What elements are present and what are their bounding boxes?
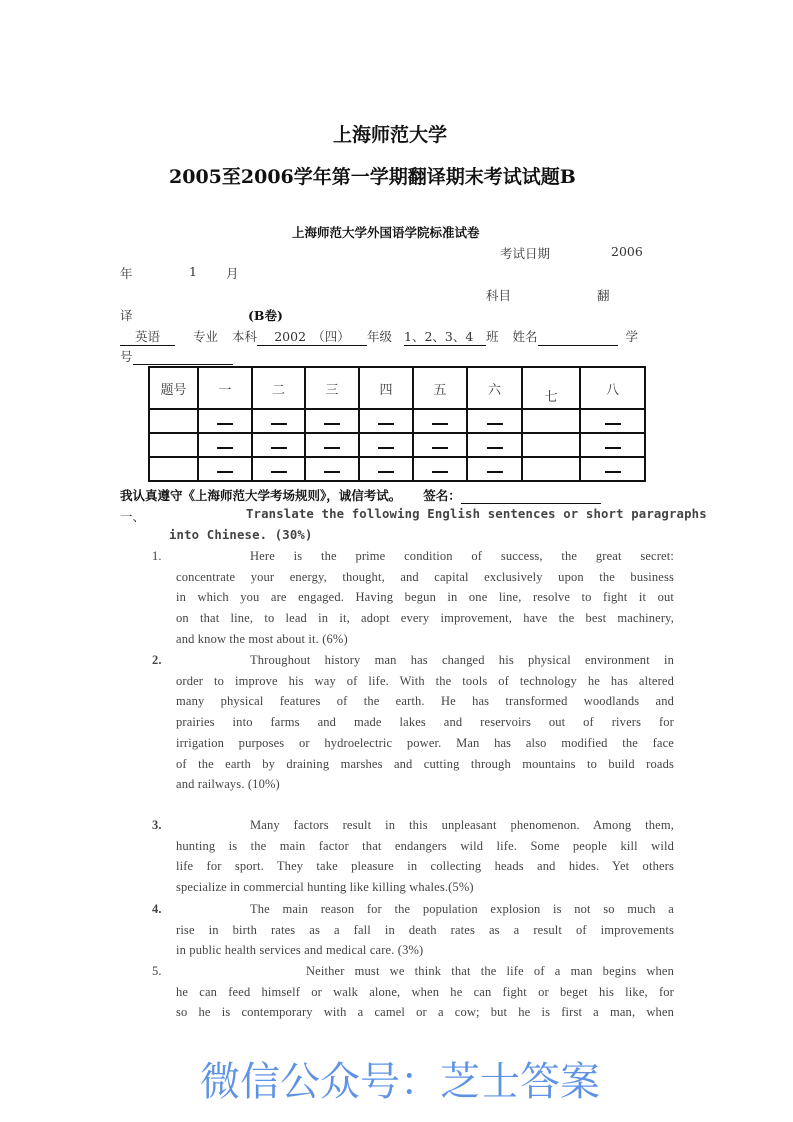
question-text-line: many physical features of the earth. He has transformed woodlands and <box>176 694 674 709</box>
question-text-line: prairies into farms and made lakes and reservoirs out of rivers for <box>176 715 674 730</box>
header-cell: 八 <box>580 367 645 409</box>
question-number: 3. <box>152 818 162 832</box>
student-id-line <box>120 347 233 365</box>
header-cell: 五 <box>413 367 467 409</box>
header-cell: 题号 <box>149 367 198 409</box>
question-text-line: Here is the prime condition of success, the great secret: <box>250 549 674 563</box>
header-cell: 四 <box>359 367 413 409</box>
section-instruction-2: into Chinese. (30%) <box>169 528 313 542</box>
student-id-field[interactable] <box>133 350 233 365</box>
date-month: 1 <box>189 264 197 279</box>
exam-subtitle: 2005至2006学年第一学期翻译期末考试试题B <box>169 166 576 188</box>
question-text-line: and know the most about it. (6%) <box>176 631 348 646</box>
paper-version: (B卷) <box>248 308 283 323</box>
subject-value-2: 译 <box>120 308 133 323</box>
date-year: 2006 <box>611 244 643 259</box>
class-label: 班 <box>486 329 499 344</box>
score-table <box>148 366 646 482</box>
student-info-line <box>120 327 638 346</box>
question-text-line: irrigation purposes or hydroelectric power. Man has also modified the face <box>176 735 674 750</box>
month-label: 月 <box>226 266 239 281</box>
major-label: 专业 <box>192 329 218 344</box>
question-text-line: he can feed himself or walk alone, when he can fight or beget his like, for <box>176 984 674 999</box>
grade-value: 2002 （四） <box>257 327 367 346</box>
question-number: 2. <box>152 653 162 667</box>
header-cell: 一 <box>198 367 252 409</box>
section-number: 一、 <box>120 509 146 524</box>
subject-label: 科目 <box>486 288 512 303</box>
signature-field[interactable] <box>461 489 601 504</box>
name-label: 姓名 <box>512 329 538 344</box>
question-text-line: hunting is the main factor that endangers wild life. Some people kill wild <box>176 838 674 853</box>
class-value: 1、2、3、4 <box>404 327 486 346</box>
question-number: 4. <box>152 902 162 916</box>
level-value: 本科 <box>231 329 257 344</box>
subject-value-1: 翻 <box>597 288 610 303</box>
table-row <box>149 433 645 457</box>
question-text-line: of the earth by draining marshes and cutting through mountains to build roads <box>176 756 674 771</box>
header-cell: 七 <box>522 367 580 409</box>
section-instruction-1: Translate the following English sentences or short paragraphs <box>246 507 707 521</box>
table-header-row <box>149 367 645 409</box>
header-cell: 三 <box>305 367 359 409</box>
question-text-line: rise in birth rates as a fall in death rates as a result of improvements <box>176 922 674 937</box>
honesty-pledge <box>120 486 601 504</box>
header-cell: 六 <box>467 367 522 409</box>
page-title: 上海师范大学 <box>333 124 448 146</box>
question-text-line: and railways. (10%) <box>176 777 280 792</box>
table-row <box>149 457 645 481</box>
table-row <box>149 409 645 433</box>
question-text-line: on that line, to lead in it, adopt every improvement, have the best machinery, <box>176 611 674 626</box>
major-value: 英语 <box>120 327 175 346</box>
question-number: 5. <box>152 964 162 978</box>
id-label-2: 号 <box>120 349 133 364</box>
id-label-1: 学 <box>625 329 639 344</box>
watermark: 微信公众号：芝士答案 <box>200 1059 600 1105</box>
sign-label: 签名： <box>423 488 461 503</box>
question-text-line: so he is contemporary with a camel or a cow; but he is first a man, when <box>176 1005 674 1020</box>
question-number: 1. <box>152 549 162 563</box>
year-label: 年 <box>120 266 133 281</box>
question-text-line: Neither must we think that the life of a man begins when <box>306 964 674 978</box>
question-text-line: Many factors result in this unpleasant phenomenon. Among them, <box>250 818 674 832</box>
question-text-line: Throughout history man has changed his physical environment in <box>250 653 674 667</box>
question-text-line: concentrate your energy, thought, and capital exclusively upon the business <box>176 569 674 584</box>
grade-label: 年级 <box>367 329 393 344</box>
header-cell: 二 <box>252 367 305 409</box>
date-label: 考试日期 <box>500 246 551 261</box>
question-text-line: specialize in commercial hunting like killing whales.(5%) <box>176 880 474 895</box>
question-text-line: order to improve his way of life. With the tools of technology he has altered <box>176 673 674 688</box>
pledge-text: 我认真遵守《上海师范大学考场规则》，诚信考试。 <box>120 488 402 503</box>
question-text-line: life for sport. They take pleasure in collecting heads and hides. Yet others <box>176 859 674 874</box>
school-header: 上海师范大学外国语学院标准试卷 <box>292 225 480 240</box>
question-text-line: The main reason for the population explosion is not so much a <box>250 902 674 916</box>
question-text-line: in public health services and medical care. (3%) <box>176 943 424 958</box>
question-text-line: in which you are engaged. Having begun in one line, resolve to fight it out <box>176 590 674 605</box>
name-field[interactable] <box>538 331 618 346</box>
